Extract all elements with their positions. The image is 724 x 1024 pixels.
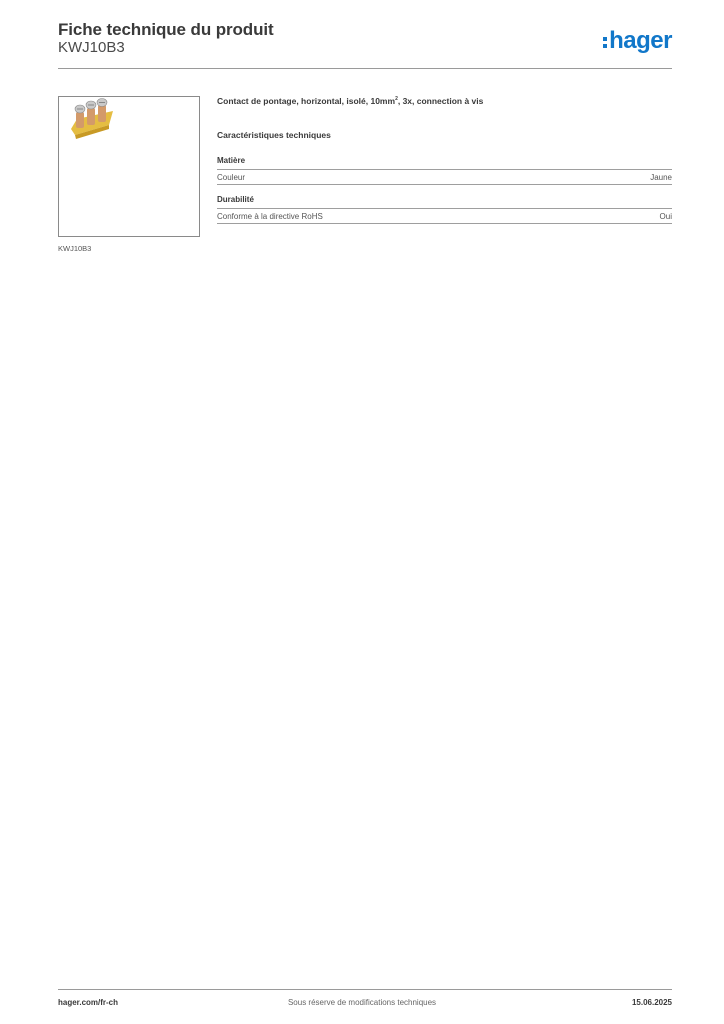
footer-website-link[interactable]: hager.com/fr-ch xyxy=(58,998,119,1007)
product-description: Contact de pontage, horizontal, isolé, $10mm^2$, 3x, connection à vis xyxy=(217,96,484,106)
spec-label: Couleur xyxy=(217,172,246,182)
spec-row-color xyxy=(217,169,672,185)
footer-divider xyxy=(58,989,672,990)
page-title: Fiche technique du produit xyxy=(58,20,274,39)
spec-label: Conforme à la directive RoHS xyxy=(217,211,323,221)
footer-date: 15.06.2025 xyxy=(631,998,672,1007)
header-divider xyxy=(58,68,672,69)
specs-heading: Caractéristiques techniques xyxy=(217,130,331,140)
hager-logo xyxy=(603,27,672,55)
product-details xyxy=(217,96,672,224)
product-reference: KWJ10B3 xyxy=(58,39,125,56)
product-image-frame xyxy=(58,96,200,237)
logo-text: hager xyxy=(609,27,672,54)
logo-colon-icon xyxy=(603,37,607,48)
image-caption: KWJ10B3 xyxy=(58,244,92,253)
spec-group-title-durability: Durabilité xyxy=(217,195,254,204)
spec-group-title-material: Matière xyxy=(217,156,246,165)
footer-notice: Sous réserve de modifications techniques xyxy=(287,998,437,1007)
spec-row-rohs xyxy=(217,208,672,224)
spec-value: Oui xyxy=(659,211,672,221)
bridging-contact-3x-image xyxy=(59,97,199,236)
spec-value: Jaune xyxy=(650,172,672,182)
